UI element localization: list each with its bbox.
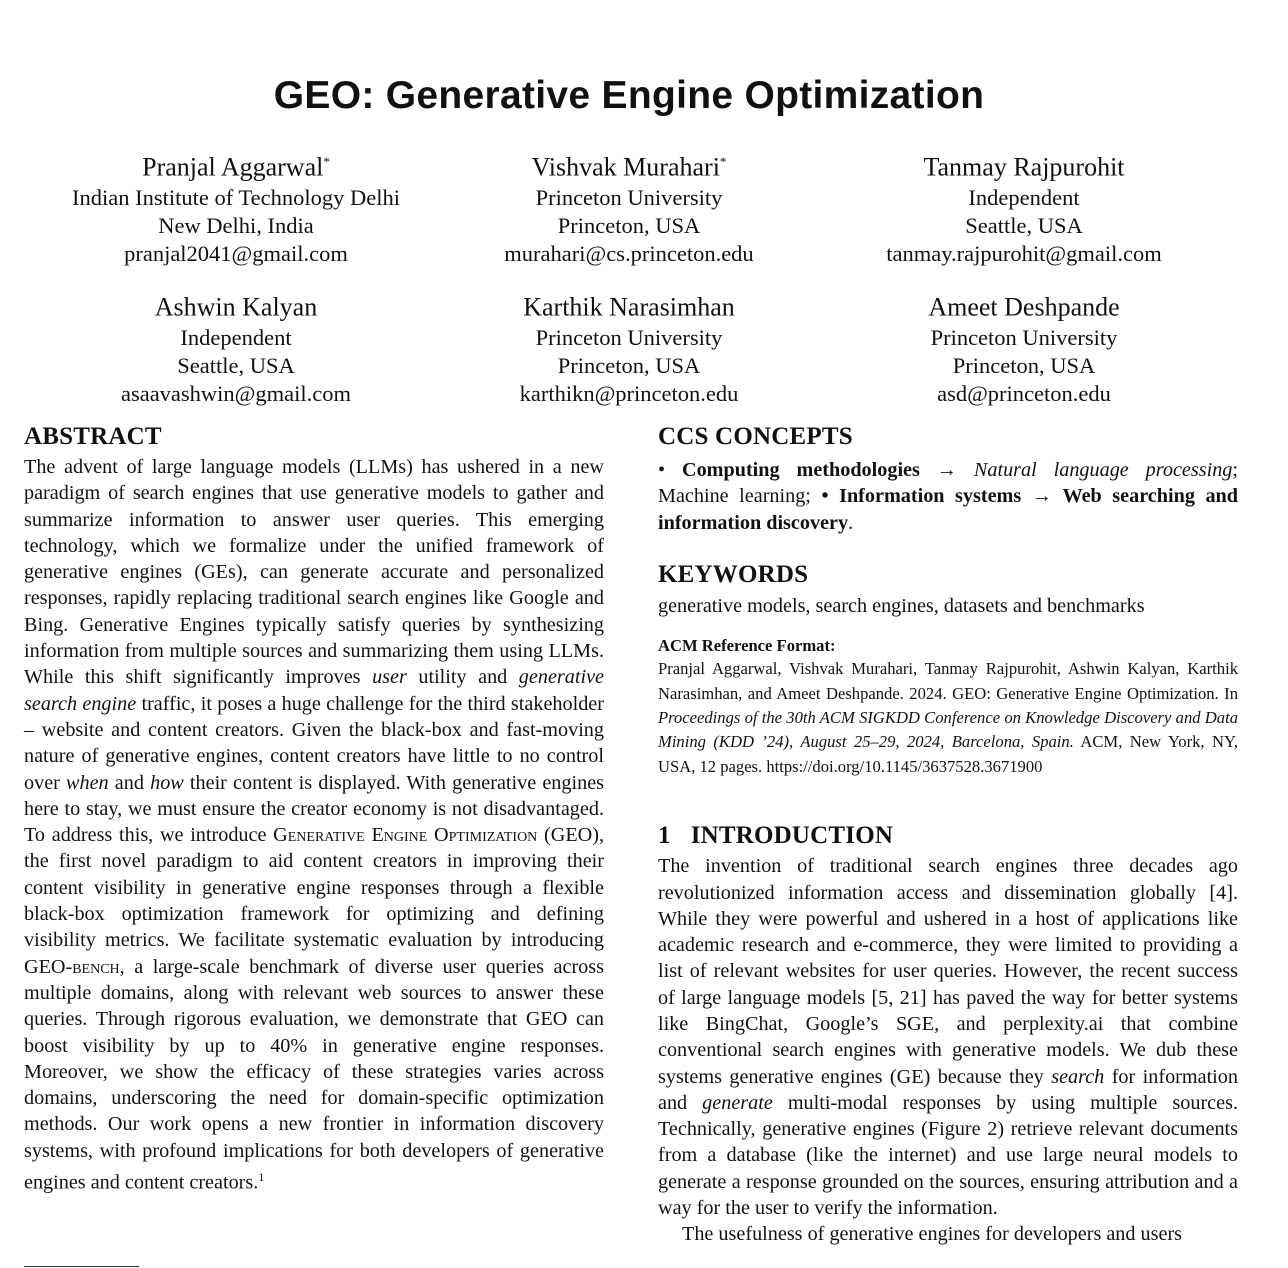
- author-name: Vishvak Murahari: [531, 152, 720, 182]
- author-name: Pranjal Aggarwal: [142, 152, 324, 182]
- abstract-text: The advent of large language models (LLMs) has ushered in a new paradigm of search engines that use generative models to gather and summarize information to answer user queries. This emerging technology, which we formalize under the unified framework of generative engines (GEs), can generate accurate and personalized responses, rapidly replacing traditional search engines like Google and Bing. Generative Engines typically satisfy queries by synthesizing information from multiple sources and summarizing them using LLMs. While this shift significantly improves user utility and generative search engine traffic, it poses a huge challenge for the third stakeholder – website and content creators. Given the black-box and fast-moving nature of generative engines, content creators have little to no control over when and how their content is displayed. With generative engines here to stay, we must ensure the creator economy is not disadvantaged. To address this, we introduce Generative Engine Optimization (GEO), the first novel paradigm to aid content creators in improving their content visibility in generative engine responses through a flexible black-box optimization framework for optimizing and defining visibility metrics. We facilitate systematic evaluation by introducing GEO-bench, a large-scale benchmark of diverse user queries across multiple domains, along with relevant web sources to answer these queries. Through rigorous evaluation, we demonstrate that GEO can boost visibility by up to 40% in generative engine responses. Moreover, we show the efficacy of these strategies varies across domains, underscoring the need for domain-specific optimization methods. Our work opens a new frontier in information discovery systems, with profound implications for both developers of generative engines and content creators.$^1$: [24, 456, 605, 1194]
- author-block: [419, 146, 839, 268]
- author-location: Princeton, USA: [557, 212, 701, 238]
- author-location: Seattle, USA: [177, 352, 295, 378]
- author-affiliation: Independent: [180, 324, 292, 350]
- author-email[interactable]: asd@princeton.edu: [937, 380, 1111, 406]
- introduction-text-continued: The usefulness of generative engines for developers and users: [682, 1223, 1183, 1246]
- author-location: Princeton, USA: [952, 352, 1096, 378]
- right-column: [658, 420, 1238, 1248]
- author-block: [814, 146, 1234, 268]
- author-block: [419, 286, 839, 408]
- keywords-heading: KEYWORDS: [658, 560, 809, 588]
- left-column: [24, 420, 604, 1196]
- author-email[interactable]: pranjal2041@gmail.com: [124, 240, 348, 266]
- author-name: Ameet Deshpande: [928, 292, 1120, 322]
- author-name: Tanmay Rajpurohit: [923, 152, 1125, 182]
- author-email[interactable]: karthikn@princeton.edu: [519, 380, 739, 406]
- abstract-heading: ABSTRACT: [24, 423, 162, 450]
- doi-link[interactable]: ACM, New York, NY, USA, 12 pages. https://doi.org/10.1145/3637528.3671900: [658, 732, 1238, 776]
- author-block: [26, 286, 446, 408]
- author-location: New Delhi, India: [158, 212, 314, 238]
- introduction-text: The invention of traditional search engines three decades ago revolutionized information access and dissemination globally [4]. While they were powerful and ushered in a host of applications like academic research and e-commerce, they were limited to providing a list of relevant websites for user queries. However, the recent success of large language models [5, 21] has paved the way for better systems like BingChat, Google’s SGE, and perplexity.ai that combine conventional search engines with generative models. We dub these systems generative engines (GE) because they search for information and generate multi-modal responses by using multiple sources. Technically, generative engines (Figure 2) retrieve relevant documents from a database (like the internet) and use large neural models to generate a response grounded on the sources, ensuring attribution and a way for the user to verify the information.: [658, 855, 1238, 1220]
- footnote-rule: [24, 1266, 139, 1267]
- footnote-mark[interactable]: 1: [258, 1170, 265, 1185]
- ccs-heading: CCS CONCEPTS: [658, 423, 853, 450]
- equal-contribution-mark: *: [719, 154, 727, 169]
- author-email[interactable]: asaavashwin@gmail.com: [120, 380, 352, 406]
- author-name: Karthik Narasimhan: [523, 292, 735, 322]
- author-email[interactable]: murahari@cs.princeton.edu: [504, 240, 754, 266]
- author-affiliation: Princeton University: [535, 324, 723, 350]
- introduction-heading: 1 INTRODUCTION: [658, 822, 894, 850]
- acm-reference-heading: ACM Reference Format:: [658, 636, 836, 656]
- author-name: Ashwin Kalyan: [154, 292, 318, 322]
- author-location: Princeton, USA: [557, 352, 701, 378]
- author-block: [26, 146, 446, 268]
- author-affiliation: Indian Institute of Technology Delhi: [72, 184, 400, 210]
- keywords-text: generative models, search engines, datasets and benchmarks: [658, 594, 1145, 617]
- paper-title: GEO: Generative Engine Optimization: [273, 74, 985, 117]
- equal-contribution-mark: *: [323, 154, 330, 169]
- author-affiliation: Independent: [968, 184, 1080, 210]
- author-affiliation: Princeton University: [930, 324, 1118, 350]
- author-block: [814, 286, 1234, 408]
- author-email[interactable]: tanmay.rajpurohit@gmail.com: [886, 240, 1162, 266]
- section-number: 1: [658, 822, 671, 850]
- author-affiliation: Princeton University: [535, 184, 723, 210]
- acm-reference-text: Pranjal Aggarwal, Vishvak Murahari, Tanmay Rajpurohit, Ashwin Kalyan, Karthik Narasimhan, and Ameet Deshpande. 2024. GEO: Generative Engine Optimization. In Proceedings of the 30th ACM SIGKDD Conference on Knowledge Discovery and Data Mining (KDD ’24), August 25–29, 2024, Barcelona, Spain. ACM, New York, NY, USA, 12 pages. https://doi.org/10.1145/3637528.3671900: [658, 659, 1238, 776]
- author-location: Seattle, USA: [965, 212, 1083, 238]
- ccs-text: • Computing methodologies → Natural language processing; Machine learning; • Information systems → Web searching and information discovery.: [658, 459, 1239, 534]
